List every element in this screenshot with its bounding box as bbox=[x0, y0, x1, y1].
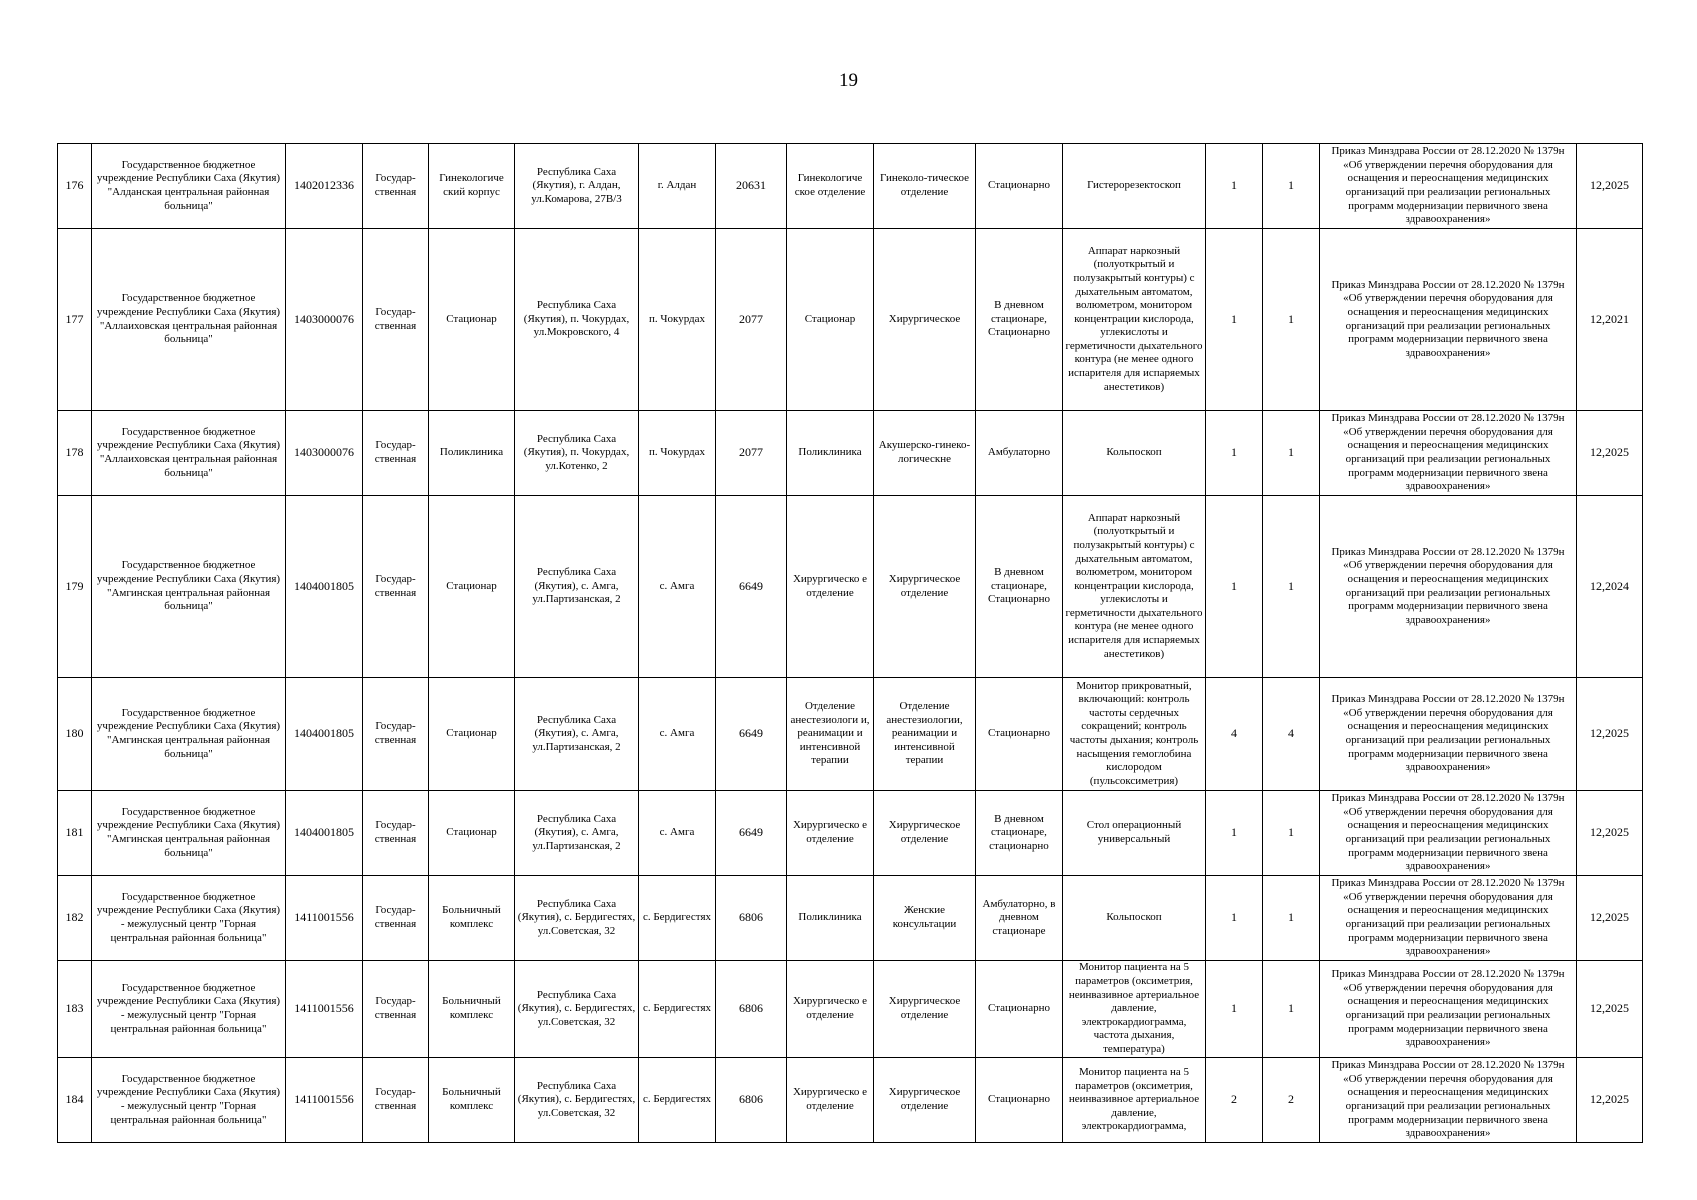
ownership-form: Государ-ственная bbox=[363, 144, 429, 229]
inn: 1411001556 bbox=[286, 1058, 363, 1143]
address: Республика Саха (Якутия), г. Алдан, ул.Комарова, 27В/3 bbox=[515, 144, 639, 229]
deadline: 12,2025 bbox=[1577, 678, 1643, 791]
care-condition: Стационарно bbox=[976, 1058, 1063, 1143]
equipment: Кольпоскоп bbox=[1063, 411, 1206, 496]
table-row bbox=[58, 496, 1643, 678]
care-condition: Амбулаторно bbox=[976, 411, 1063, 496]
inn: 1402012336 bbox=[286, 144, 363, 229]
ownership-form: Государ-ственная bbox=[363, 1058, 429, 1143]
care-condition: В дневном стационаре, Стационарно bbox=[976, 229, 1063, 411]
code: 6806 bbox=[716, 876, 787, 961]
row-number: 178 bbox=[58, 411, 92, 496]
profile: Хирургическое bbox=[874, 229, 976, 411]
address: Республика Саха (Якутия), с. Бердигестях, ул.Советская, 32 bbox=[515, 1058, 639, 1143]
equipment: Кольпоскоп bbox=[1063, 876, 1206, 961]
legal-basis: Приказ Минздрава России от 28.12.2020 № 1379н «Об утверждении перечня оборудования для оснащения и переоснащения медицинских организаций при реализации региональных программ модернизации первичного звена здравоохранения» bbox=[1320, 411, 1577, 496]
deadline: 12,2025 bbox=[1577, 876, 1643, 961]
row-number: 182 bbox=[58, 876, 92, 961]
care-condition: Стационарно bbox=[976, 961, 1063, 1058]
row-number: 179 bbox=[58, 496, 92, 678]
building: Поликлиника bbox=[429, 411, 515, 496]
locality: п. Чокурдах bbox=[639, 411, 716, 496]
code: 6649 bbox=[716, 496, 787, 678]
profile: Хирургическое отделение bbox=[874, 961, 976, 1058]
organization-name: Государственное бюджетное учреждение Республики Саха (Якутия) "Аллаиховская центральная районная больница" bbox=[92, 411, 286, 496]
equipment: Монитор прикроватный, включающий: контроль частоты сердечных сокращений; контроль частоты дыхания; контроль насыщения гемоглобина кислородом (пульсоксиметрия) bbox=[1063, 678, 1206, 791]
row-number: 184 bbox=[58, 1058, 92, 1143]
building: Больничный комплекс bbox=[429, 876, 515, 961]
care-condition: Амбулаторно, в дневном стационаре bbox=[976, 876, 1063, 961]
quantity-planned: 1 bbox=[1206, 961, 1263, 1058]
deadline: 12,2021 bbox=[1577, 229, 1643, 411]
legal-basis: Приказ Минздрава России от 28.12.2020 № 1379н «Об утверждении перечня оборудования для оснащения и переоснащения медицинских организаций при реализации региональных программ модернизации первичного звена здравоохранения» bbox=[1320, 961, 1577, 1058]
quantity-required: 2 bbox=[1263, 1058, 1320, 1143]
quantity-planned: 1 bbox=[1206, 411, 1263, 496]
division: Поликлиника bbox=[787, 876, 874, 961]
locality: с. Амга bbox=[639, 678, 716, 791]
profile: Отделение анестезиологии, реанимации и интенсивной терапии bbox=[874, 678, 976, 791]
table-row bbox=[58, 876, 1643, 961]
locality: с. Бердигестях bbox=[639, 876, 716, 961]
code: 6806 bbox=[716, 961, 787, 1058]
locality: с. Бердигестях bbox=[639, 1058, 716, 1143]
deadline: 12,2025 bbox=[1577, 1058, 1643, 1143]
inn: 1411001556 bbox=[286, 961, 363, 1058]
table-row bbox=[58, 1058, 1643, 1143]
profile: Хирургическое отделение bbox=[874, 1058, 976, 1143]
legal-basis: Приказ Минздрава России от 28.12.2020 № 1379н «Об утверждении перечня оборудования для оснащения и переоснащения медицинских организаций при реализации региональных программ модернизации первичного звена здравоохранения» bbox=[1320, 791, 1577, 876]
locality: с. Амга bbox=[639, 496, 716, 678]
care-condition: Стационарно bbox=[976, 144, 1063, 229]
quantity-planned: 1 bbox=[1206, 876, 1263, 961]
division: Отделение анестезиологи и, реанимации и интенсивной терапии bbox=[787, 678, 874, 791]
building: Стационар bbox=[429, 791, 515, 876]
equipment-table bbox=[57, 143, 1643, 1143]
quantity-required: 1 bbox=[1263, 876, 1320, 961]
building: Больничный комплекс bbox=[429, 1058, 515, 1143]
equipment: Монитор пациента на 5 параметров (оксиметрия, неинвазивное артериальное давление, электрокардиограмма, bbox=[1063, 1058, 1206, 1143]
ownership-form: Государ-ственная bbox=[363, 411, 429, 496]
code: 6649 bbox=[716, 791, 787, 876]
inn: 1403000076 bbox=[286, 229, 363, 411]
equipment: Аппарат наркозный (полуоткрытый и полузакрытый контуры) с дыхательным автоматом, волюметром, монитором концентрации кислорода, углекислоты и герметичности дыхательного контура (не менее одного испарителя для испаряемых анестетиков) bbox=[1063, 496, 1206, 678]
row-number: 180 bbox=[58, 678, 92, 791]
address: Республика Саха (Якутия), с. Бердигестях, ул.Советская, 32 bbox=[515, 961, 639, 1058]
quantity-planned: 2 bbox=[1206, 1058, 1263, 1143]
quantity-planned: 1 bbox=[1206, 496, 1263, 678]
equipment: Гистерорезектоскоп bbox=[1063, 144, 1206, 229]
equipment: Аппарат наркозный (полуоткрытый и полузакрытый контуры) с дыхательным автоматом, волюметром, монитором концентрации кислорода, углекислоты и герметичности дыхательного контура (не менее одного испарителя для испаряемых анестетиков) bbox=[1063, 229, 1206, 411]
profile: Женские консультации bbox=[874, 876, 976, 961]
care-condition: В дневном стационаре, стационарно bbox=[976, 791, 1063, 876]
organization-name: Государственное бюджетное учреждение Республики Саха (Якутия) - межулусный центр "Горная центральная районная больница" bbox=[92, 876, 286, 961]
organization-name: Государственное бюджетное учреждение Республики Саха (Якутия) - межулусный центр "Горная центральная районная больница" bbox=[92, 961, 286, 1058]
building: Стационар bbox=[429, 678, 515, 791]
deadline: 12,2025 bbox=[1577, 411, 1643, 496]
legal-basis: Приказ Минздрава России от 28.12.2020 № 1379н «Об утверждении перечня оборудования для оснащения и переоснащения медицинских организаций при реализации региональных программ модернизации первичного звена здравоохранения» bbox=[1320, 144, 1577, 229]
care-condition: В дневном стационаре, Стационарно bbox=[976, 496, 1063, 678]
ownership-form: Государ-ственная bbox=[363, 876, 429, 961]
quantity-required: 1 bbox=[1263, 496, 1320, 678]
division: Хирургическо е отделение bbox=[787, 961, 874, 1058]
building: Гинекологиче ский корпус bbox=[429, 144, 515, 229]
locality: п. Чокурдах bbox=[639, 229, 716, 411]
locality: г. Алдан bbox=[639, 144, 716, 229]
division: Хирургическо е отделение bbox=[787, 1058, 874, 1143]
table-row bbox=[58, 961, 1643, 1058]
care-condition: Стационарно bbox=[976, 678, 1063, 791]
inn: 1404001805 bbox=[286, 496, 363, 678]
table-row bbox=[58, 411, 1643, 496]
ownership-form: Государ-ственная bbox=[363, 229, 429, 411]
quantity-planned: 1 bbox=[1206, 144, 1263, 229]
division: Хирургическо е отделение bbox=[787, 791, 874, 876]
address: Республика Саха (Якутия), п. Чокурдах, ул.Котенко, 2 bbox=[515, 411, 639, 496]
row-number: 177 bbox=[58, 229, 92, 411]
division: Гинекологиче ское отделение bbox=[787, 144, 874, 229]
row-number: 181 bbox=[58, 791, 92, 876]
quantity-planned: 4 bbox=[1206, 678, 1263, 791]
building: Стационар bbox=[429, 229, 515, 411]
code: 2077 bbox=[716, 229, 787, 411]
deadline: 12,2025 bbox=[1577, 961, 1643, 1058]
address: Республика Саха (Якутия), п. Чокурдах, ул.Мокровского, 4 bbox=[515, 229, 639, 411]
legal-basis: Приказ Минздрава России от 28.12.2020 № 1379н «Об утверждении перечня оборудования для оснащения и переоснащения медицинских организаций при реализации региональных программ модернизации первичного звена здравоохранения» bbox=[1320, 1058, 1577, 1143]
organization-name: Государственное бюджетное учреждение Республики Саха (Якутия) "Амгинская центральная районная больница" bbox=[92, 496, 286, 678]
table-row bbox=[58, 791, 1643, 876]
equipment: Стол операционный универсальный bbox=[1063, 791, 1206, 876]
profile: Акушерско-гинеко-логическне bbox=[874, 411, 976, 496]
division: Хирургическо е отделение bbox=[787, 496, 874, 678]
inn: 1404001805 bbox=[286, 678, 363, 791]
page-number: 19 bbox=[839, 70, 858, 91]
inn: 1403000076 bbox=[286, 411, 363, 496]
locality: с. Амга bbox=[639, 791, 716, 876]
address: Республика Саха (Якутия), с. Амга, ул.Партизанская, 2 bbox=[515, 791, 639, 876]
profile: Гинеколо-тическое отделение bbox=[874, 144, 976, 229]
building: Стационар bbox=[429, 496, 515, 678]
code: 2077 bbox=[716, 411, 787, 496]
legal-basis: Приказ Минздрава России от 28.12.2020 № 1379н «Об утверждении перечня оборудования для оснащения и переоснащения медицинских организаций при реализации региональных программ модернизации первичного звена здравоохранения» bbox=[1320, 496, 1577, 678]
address: Республика Саха (Якутия), с. Амга, ул.Партизанская, 2 bbox=[515, 678, 639, 791]
deadline: 12,2024 bbox=[1577, 496, 1643, 678]
organization-name: Государственное бюджетное учреждение Республики Саха (Якутия) "Аллаиховская центральная районная больница" bbox=[92, 229, 286, 411]
legal-basis: Приказ Минздрава России от 28.12.2020 № 1379н «Об утверждении перечня оборудования для оснащения и переоснащения медицинских организаций при реализации региональных программ модернизации первичного звена здравоохранения» bbox=[1320, 229, 1577, 411]
table-row bbox=[58, 144, 1643, 229]
organization-name: Государственное бюджетное учреждение Республики Саха (Якутия) "Алданская центральная районная больница" bbox=[92, 144, 286, 229]
quantity-required: 1 bbox=[1263, 961, 1320, 1058]
legal-basis: Приказ Минздрава России от 28.12.2020 № 1379н «Об утверждении перечня оборудования для оснащения и переоснащения медицинских организаций при реализации региональных программ модернизации первичного звена здравоохранения» bbox=[1320, 876, 1577, 961]
quantity-required: 1 bbox=[1263, 791, 1320, 876]
building: Больничный комплекс bbox=[429, 961, 515, 1058]
quantity-required: 1 bbox=[1263, 229, 1320, 411]
inn: 1411001556 bbox=[286, 876, 363, 961]
row-number: 176 bbox=[58, 144, 92, 229]
code: 6649 bbox=[716, 678, 787, 791]
quantity-planned: 1 bbox=[1206, 791, 1263, 876]
deadline: 12,2025 bbox=[1577, 144, 1643, 229]
row-number: 183 bbox=[58, 961, 92, 1058]
ownership-form: Государ-ственная bbox=[363, 791, 429, 876]
table-row bbox=[58, 229, 1643, 411]
quantity-planned: 1 bbox=[1206, 229, 1263, 411]
address: Республика Саха (Якутия), с. Амга, ул.Партизанская, 2 bbox=[515, 496, 639, 678]
equipment: Монитор пациента на 5 параметров (оксиметрия, неинвазивное артериальное давление, электрокардиограмма, частота дыхания, температура) bbox=[1063, 961, 1206, 1058]
quantity-required: 1 bbox=[1263, 144, 1320, 229]
code: 6806 bbox=[716, 1058, 787, 1143]
locality: с. Бердигестях bbox=[639, 961, 716, 1058]
organization-name: Государственное бюджетное учреждение Республики Саха (Якутия) "Амгинская центральная районная больница" bbox=[92, 678, 286, 791]
division: Стационар bbox=[787, 229, 874, 411]
deadline: 12,2025 bbox=[1577, 791, 1643, 876]
profile: Хирургическое отделение bbox=[874, 791, 976, 876]
organization-name: Государственное бюджетное учреждение Республики Саха (Якутия) - межулусный центр "Горная центральная районная больница" bbox=[92, 1058, 286, 1143]
legal-basis: Приказ Минздрава России от 28.12.2020 № 1379н «Об утверждении перечня оборудования для оснащения и переоснащения медицинских организаций при реализации региональных программ модернизации первичного звена здравоохранения» bbox=[1320, 678, 1577, 791]
organization-name: Государственное бюджетное учреждение Республики Саха (Якутия) "Амгинская центральная районная больница" bbox=[92, 791, 286, 876]
quantity-required: 1 bbox=[1263, 411, 1320, 496]
division: Поликлиника bbox=[787, 411, 874, 496]
quantity-required: 4 bbox=[1263, 678, 1320, 791]
inn: 1404001805 bbox=[286, 791, 363, 876]
profile: Хирургическое отделение bbox=[874, 496, 976, 678]
code: 20631 bbox=[716, 144, 787, 229]
table-row bbox=[58, 678, 1643, 791]
ownership-form: Государ-ственная bbox=[363, 496, 429, 678]
address: Республика Саха (Якутия), с. Бердигестях, ул.Советская, 32 bbox=[515, 876, 639, 961]
ownership-form: Государ-ственная bbox=[363, 961, 429, 1058]
ownership-form: Государ-ственная bbox=[363, 678, 429, 791]
